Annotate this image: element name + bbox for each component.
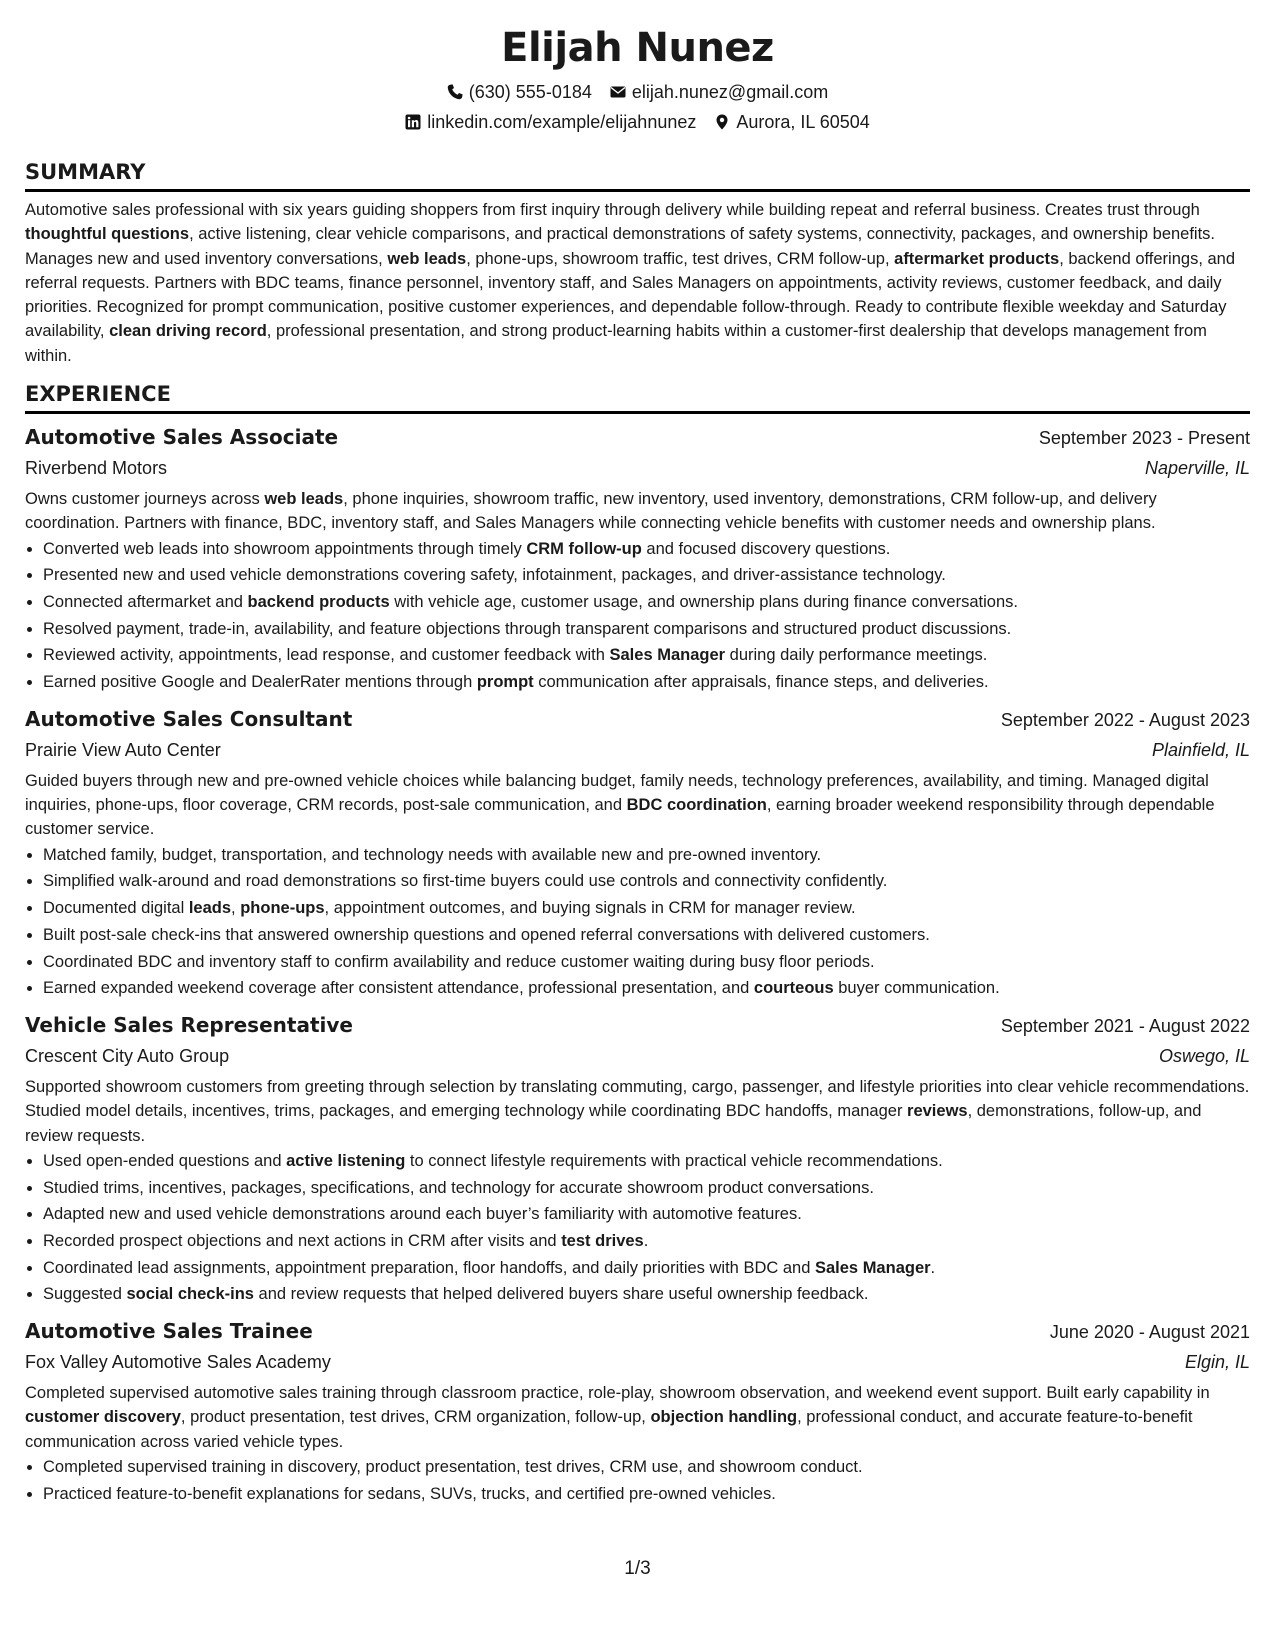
job-title: Automotive Sales Associate (25, 425, 339, 450)
job-header (25, 704, 1250, 735)
job-bullets (25, 842, 1250, 1002)
summary-section (25, 158, 1250, 368)
job-dates: June 2020 - August 2021 (1049, 1322, 1250, 1343)
job-bullets (25, 1148, 1250, 1308)
location-contact (714, 110, 869, 134)
job-entry (25, 422, 1250, 696)
job-dates: September 2021 - August 2022 (1000, 1016, 1250, 1036)
bullet-item: • Earned positive Google and DealerRater mentions through prompt communication after appraisals, finance steps, and deliveries. (43, 669, 1250, 696)
job-title: Automotive Sales Trainee (25, 1319, 313, 1344)
email-contact[interactable] (610, 80, 828, 104)
contact-line-2 (25, 110, 1250, 134)
job-entry (25, 1010, 1250, 1308)
job-company: Riverbend Motors (25, 458, 168, 479)
job-header (25, 1316, 1250, 1347)
job-header (25, 1010, 1250, 1041)
job-company: Prairie View Auto Center (25, 739, 221, 760)
job-description: Owns customer journeys across web leads, phone inquiries, showroom traffic, new inventory, used inventory, demonstrations, CRM follow-up, and delivery coordination. Partners with finance, BDC, inventory staff, and Sales Managers while connecting vehicle benefits with customer needs and ownership plans. (25, 490, 1157, 533)
job-title: Vehicle Sales Representative (25, 1013, 353, 1037)
envelope-icon (610, 84, 626, 100)
job-entry (25, 704, 1250, 1002)
job-location: Elgin, IL (1184, 1352, 1250, 1373)
bullet-item: • Resolved payment, trade-in, availability, and feature objections through transparent comparisons and structured product discussions. (43, 616, 1250, 643)
bullet-item: • Adapted new and used vehicle demonstrations around each buyer’s familiarity with automotive features. (43, 1201, 1250, 1228)
bullet-item: • Earned expanded weekend coverage after consistent attendance, professional presentation, and courteous buyer communication. (43, 975, 1250, 1002)
bullet-item: • Reviewed activity, appointments, lead response, and customer feedback with Sales Manager during daily performance meetings. (43, 642, 1250, 669)
job-subheader (25, 1347, 1250, 1377)
resume-page (25, 0, 1250, 1507)
location-text: Aurora, IL 60504 (736, 112, 870, 132)
job-entry (25, 1316, 1250, 1507)
bullet-item: • Built post-sale check-ins that answered ownership questions and opened referral conversations with delivered customers. (43, 922, 1250, 949)
job-description: Supported showroom customers from greeting through selection by translating commuting, cargo, passenger, and lifestyle priorities into clear vehicle recommendations. Studied model details, incentives, trims, packages, and emerging technology while coordinating BDC handoffs, manager reviews, demonstrations, follow-up, and review requests. (25, 1078, 1250, 1145)
email-address[interactable]: elijah.nunez@gmail.com (631, 82, 829, 102)
phone-number: (630) 555-0184 (468, 82, 592, 102)
job-dates: September 2023 - Present (1038, 428, 1250, 449)
phone-contact (447, 80, 592, 104)
job-location: Oswego, IL (1158, 1046, 1250, 1066)
bullet-item: • Suggested social check-ins and review requests that helped delivered buyers share useful ownership feedback. (43, 1281, 1250, 1308)
contact-line-1 (25, 80, 1250, 104)
bullet-item: • Matched family, budget, transportation, and technology needs with available new and pre-owned inventory. (43, 842, 1250, 869)
map-pin-icon (714, 114, 730, 130)
page-number: 1/3 (624, 1558, 651, 1579)
job-bullets (25, 1454, 1250, 1507)
job-subheader (25, 453, 1250, 483)
bullet-item: • Connected aftermarket and backend products with vehicle age, customer usage, and ownership plans during finance conversations. (43, 589, 1250, 616)
job-company: Fox Valley Automotive Sales Academy (25, 1352, 331, 1373)
job-dates: September 2022 - August 2023 (1000, 709, 1250, 730)
job-company: Crescent City Auto Group (25, 1046, 230, 1066)
job-description: Completed supervised automotive sales training through classroom practice, role-play, showroom observation, and weekend event support. Built early capability in customer discovery, product presentation, test drives, CRM organization, follow-up, objection handling, professional conduct, and accurate feature-to-benefit communication across varied vehicle types. (25, 1384, 1210, 1451)
bullet-item: • Recorded prospect objections and next actions in CRM after visits and test drives. (43, 1228, 1250, 1255)
bullet-item: • Practiced feature-to-benefit explanations for sedans, SUVs, trucks, and certified pre-owned vehicles. (43, 1481, 1250, 1508)
job-description: Guided buyers through new and pre-owned vehicle choices while balancing budget, family needs, technology preferences, availability, and timing. Managed digital inquiries, phone-ups, floor coverage, CRM records, post-sale communication, and BDC coordination, earning broader weekend responsibility through dependable customer service. (25, 771, 1215, 839)
bullet-item: • Simplified walk-around and road demonstrations so first-time buyers could use controls and connectivity confidently. (43, 868, 1250, 895)
bullet-item: • Presented new and used vehicle demonstrations covering safety, infotainment, packages, and driver-assistance technology. (43, 562, 1250, 589)
job-location: Plainfield, IL (1151, 739, 1250, 760)
linkedin-icon (405, 114, 421, 130)
bullet-item: • Studied trims, incentives, packages, specifications, and technology for accurate showroom product conversations. (43, 1175, 1250, 1202)
linkedin-contact[interactable] (405, 110, 696, 134)
job-bullets (25, 536, 1250, 696)
job-subheader (25, 1041, 1250, 1071)
job-header (25, 422, 1250, 453)
experience-heading: EXPERIENCE (25, 380, 1250, 414)
bullet-item: • Documented digital leads, phone-ups, appointment outcomes, and buying signals in CRM for manager review. (43, 895, 1250, 922)
job-subheader (25, 735, 1250, 765)
summary-heading: SUMMARY (25, 158, 1250, 192)
candidate-name: Elijah Nunez (501, 25, 774, 71)
bullet-item: • Converted web leads into showroom appointments through timely CRM follow-up and focused discovery questions. (43, 536, 1250, 563)
bullet-item: • Coordinated BDC and inventory staff to confirm availability and reduce customer waiting during busy floor periods. (43, 949, 1250, 976)
experience-section (25, 380, 1250, 1507)
job-title: Automotive Sales Consultant (25, 706, 353, 731)
linkedin-url[interactable]: linkedin.com/example/elijahnunez (427, 112, 697, 132)
bullet-item: • Used open-ended questions and active listening to connect lifestyle requirements with practical vehicle recommendations. (43, 1148, 1250, 1175)
job-location: Naperville, IL (1144, 458, 1250, 479)
bullet-item: • Completed supervised training in discovery, product presentation, test drives, CRM use, and showroom conduct. (43, 1454, 1250, 1481)
bullet-item: • Coordinated lead assignments, appointment preparation, floor handoffs, and daily priorities with BDC and Sales Manager. (43, 1255, 1250, 1282)
summary-text: Automotive sales professional with six years guiding shoppers from first inquiry through delivery while building repeat and referral business. Creates trust through thoughtful questions, active listening, clear vehicle comparisons, and practical demonstrations of safety systems, connectivity, packages, and ownership benefits. Manages new and used inventory conversations, web leads, phone-ups, showroom traffic, test drives, CRM follow-up, aftermarket products, backend offerings, and referral requests. Partners with BDC teams, finance personnel, inventory staff, and Sales Managers on appointments, activity reviews, customer feedback, and daily priorities. Recognized for prompt communication, positive customer experiences, and dependable follow-through. Ready to contribute flexible weekday and Saturday availability, clean driving record, professional presentation, and strong product-learning habits within a customer-first dealership that develops management from within. (25, 201, 1236, 365)
phone-icon (447, 84, 463, 100)
job-list (25, 422, 1250, 1507)
